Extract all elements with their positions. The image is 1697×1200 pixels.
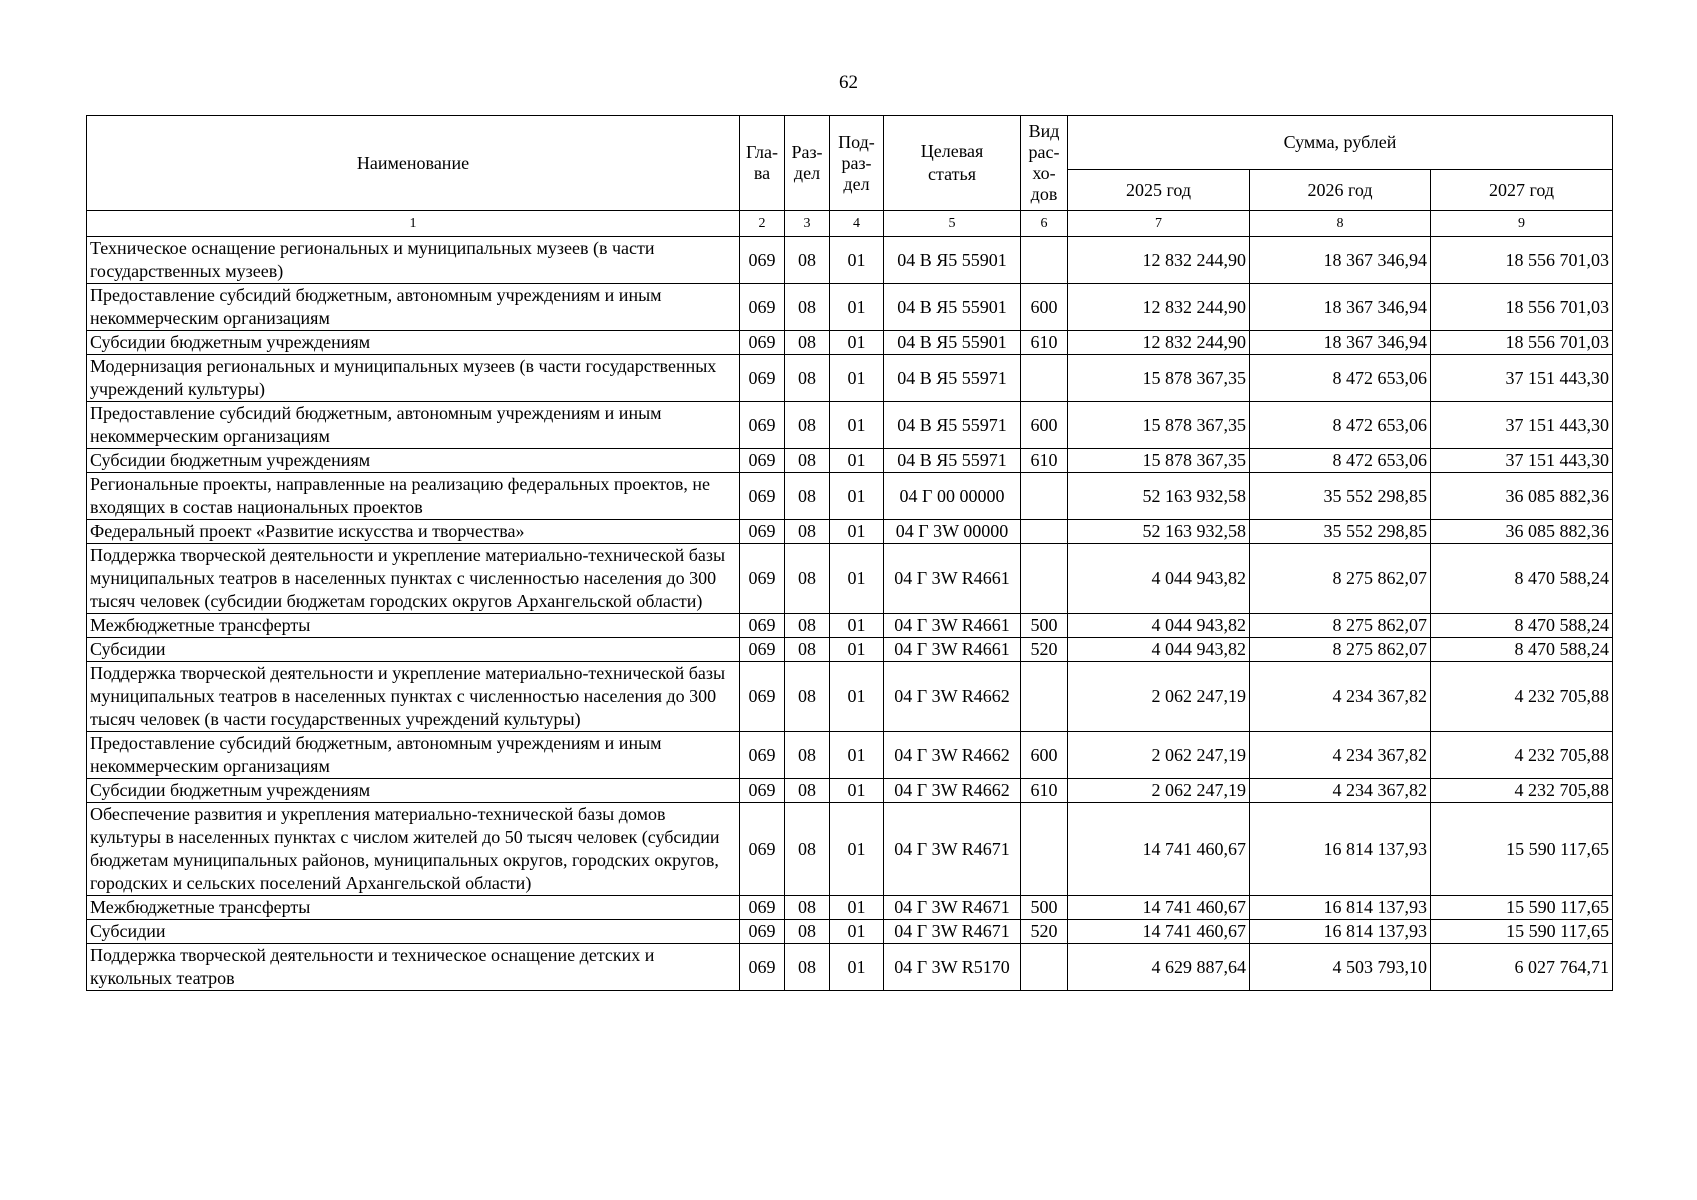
row-podrazdel: 01 <box>830 449 884 473</box>
row-name: Межбюджетные трансферты <box>87 614 740 638</box>
row-sum-2027: 37 151 443,30 <box>1431 449 1613 473</box>
row-sum-2027: 18 556 701,03 <box>1431 284 1613 331</box>
row-sum-2027: 4 232 705,88 <box>1431 662 1613 732</box>
row-name: Субсидии бюджетным учреждениям <box>87 449 740 473</box>
table-row <box>87 803 1613 896</box>
row-podrazdel: 01 <box>830 331 884 355</box>
row-glava: 069 <box>740 779 785 803</box>
row-name: Субсидии бюджетным учреждениям <box>87 331 740 355</box>
row-target-article: 04 Г 3W R4671 <box>884 896 1021 920</box>
row-sum-2025: 14 741 460,67 <box>1068 920 1250 944</box>
row-expense-type: 520 <box>1021 920 1068 944</box>
row-sum-2027: 8 470 588,24 <box>1431 544 1613 614</box>
row-sum-2025: 4 044 943,82 <box>1068 544 1250 614</box>
row-sum-2026: 8 275 862,07 <box>1250 614 1431 638</box>
row-sum-2025: 14 741 460,67 <box>1068 803 1250 896</box>
row-glava: 069 <box>740 638 785 662</box>
row-razdel: 08 <box>785 896 830 920</box>
row-razdel: 08 <box>785 732 830 779</box>
row-target-article: 04 В Я5 55901 <box>884 237 1021 284</box>
row-target-article: 04 Г 3W R4661 <box>884 544 1021 614</box>
table-row <box>87 355 1613 402</box>
row-sum-2026: 18 367 346,94 <box>1250 237 1431 284</box>
row-glava: 069 <box>740 355 785 402</box>
row-podrazdel: 01 <box>830 473 884 520</box>
row-name: Региональные проекты, направленные на реализацию федеральных проектов, не входящих в состав национальных проектов <box>87 473 740 520</box>
row-glava: 069 <box>740 331 785 355</box>
row-razdel: 08 <box>785 473 830 520</box>
row-name: Предоставление субсидий бюджетным, автономным учреждениям и иным некоммерческим организациям <box>87 284 740 331</box>
row-glava: 069 <box>740 449 785 473</box>
table-row <box>87 614 1613 638</box>
table-row <box>87 331 1613 355</box>
row-expense-type <box>1021 473 1068 520</box>
row-sum-2026: 18 367 346,94 <box>1250 284 1431 331</box>
row-sum-2027: 37 151 443,30 <box>1431 355 1613 402</box>
row-sum-2026: 4 503 793,10 <box>1250 944 1431 991</box>
row-sum-2026: 8 472 653,06 <box>1250 449 1431 473</box>
row-name: Техническое оснащение региональных и муниципальных музеев (в части государственных музеев) <box>87 237 740 284</box>
column-number: 9 <box>1431 211 1613 237</box>
row-razdel: 08 <box>785 779 830 803</box>
row-sum-2025: 2 062 247,19 <box>1068 662 1250 732</box>
row-sum-2025: 2 062 247,19 <box>1068 732 1250 779</box>
row-name: Федеральный проект «Развитие искусства и творчества» <box>87 520 740 544</box>
column-number: 4 <box>830 211 884 237</box>
table-row <box>87 779 1613 803</box>
row-sum-2027: 8 470 588,24 <box>1431 614 1613 638</box>
row-sum-2026: 4 234 367,82 <box>1250 779 1431 803</box>
table-row <box>87 402 1613 449</box>
row-razdel: 08 <box>785 331 830 355</box>
column-number: 7 <box>1068 211 1250 237</box>
budget-table <box>86 115 1613 991</box>
header-podrazdel: Под- раз- дел <box>830 116 884 211</box>
table-row <box>87 520 1613 544</box>
row-sum-2026: 4 234 367,82 <box>1250 662 1431 732</box>
row-target-article: 04 Г 3W R4662 <box>884 779 1021 803</box>
header-year-2025: 2025 год <box>1068 170 1250 211</box>
row-expense-type <box>1021 544 1068 614</box>
row-sum-2025: 4 629 887,64 <box>1068 944 1250 991</box>
row-sum-2026: 35 552 298,85 <box>1250 520 1431 544</box>
row-podrazdel: 01 <box>830 732 884 779</box>
row-name: Поддержка творческой деятельности и техническое оснащение детских и кукольных театров <box>87 944 740 991</box>
row-glava: 069 <box>740 662 785 732</box>
row-podrazdel: 01 <box>830 284 884 331</box>
row-sum-2027: 36 085 882,36 <box>1431 473 1613 520</box>
row-sum-2026: 8 472 653,06 <box>1250 402 1431 449</box>
row-expense-type: 600 <box>1021 732 1068 779</box>
row-sum-2027: 4 232 705,88 <box>1431 732 1613 779</box>
row-glava: 069 <box>740 732 785 779</box>
row-sum-2027: 37 151 443,30 <box>1431 402 1613 449</box>
row-sum-2027: 15 590 117,65 <box>1431 920 1613 944</box>
row-sum-2025: 52 163 932,58 <box>1068 520 1250 544</box>
row-podrazdel: 01 <box>830 520 884 544</box>
row-podrazdel: 01 <box>830 944 884 991</box>
row-glava: 069 <box>740 520 785 544</box>
column-number: 2 <box>740 211 785 237</box>
row-name: Поддержка творческой деятельности и укрепление материально-технической базы муниципальных театров в населенных пунктах с численностью населения до 300 тысяч человек (в части государственных учреждений культуры) <box>87 662 740 732</box>
column-number: 5 <box>884 211 1021 237</box>
row-name: Предоставление субсидий бюджетным, автономным учреждениям и иным некоммерческим организациям <box>87 402 740 449</box>
row-target-article: 04 Г 3W R4662 <box>884 662 1021 732</box>
row-glava: 069 <box>740 944 785 991</box>
row-sum-2026: 16 814 137,93 <box>1250 803 1431 896</box>
row-target-article: 04 Г 3W R5170 <box>884 944 1021 991</box>
header-razdel: Раз- дел <box>785 116 830 211</box>
row-razdel: 08 <box>785 402 830 449</box>
row-sum-2025: 2 062 247,19 <box>1068 779 1250 803</box>
column-number: 3 <box>785 211 830 237</box>
row-podrazdel: 01 <box>830 803 884 896</box>
table-row <box>87 237 1613 284</box>
row-sum-2026: 4 234 367,82 <box>1250 732 1431 779</box>
row-razdel: 08 <box>785 449 830 473</box>
row-sum-2026: 8 275 862,07 <box>1250 544 1431 614</box>
header-glava: Гла- ва <box>740 116 785 211</box>
row-podrazdel: 01 <box>830 402 884 449</box>
row-glava: 069 <box>740 614 785 638</box>
row-target-article: 04 В Я5 55971 <box>884 355 1021 402</box>
header-vid: Вид рас- хо- дов <box>1021 116 1068 211</box>
column-number: 1 <box>87 211 740 237</box>
row-expense-type: 520 <box>1021 638 1068 662</box>
row-sum-2026: 18 367 346,94 <box>1250 331 1431 355</box>
row-sum-2025: 4 044 943,82 <box>1068 638 1250 662</box>
row-razdel: 08 <box>785 237 830 284</box>
row-razdel: 08 <box>785 944 830 991</box>
row-sum-2026: 8 275 862,07 <box>1250 638 1431 662</box>
column-number: 6 <box>1021 211 1068 237</box>
header-sum: Сумма, рублей <box>1068 116 1613 170</box>
row-sum-2025: 15 878 367,35 <box>1068 355 1250 402</box>
row-target-article: 04 В Я5 55901 <box>884 331 1021 355</box>
row-expense-type: 600 <box>1021 284 1068 331</box>
table-row <box>87 473 1613 520</box>
row-expense-type: 600 <box>1021 402 1068 449</box>
row-sum-2027: 15 590 117,65 <box>1431 803 1613 896</box>
row-glava: 069 <box>740 473 785 520</box>
table-row <box>87 944 1613 991</box>
row-target-article: 04 Г 3W R4671 <box>884 920 1021 944</box>
row-sum-2025: 14 741 460,67 <box>1068 896 1250 920</box>
row-expense-type: 610 <box>1021 449 1068 473</box>
header-target: Целевая статья <box>884 116 1021 211</box>
row-sum-2026: 16 814 137,93 <box>1250 920 1431 944</box>
row-razdel: 08 <box>785 284 830 331</box>
row-sum-2027: 6 027 764,71 <box>1431 944 1613 991</box>
row-sum-2025: 12 832 244,90 <box>1068 284 1250 331</box>
row-sum-2027: 4 232 705,88 <box>1431 779 1613 803</box>
row-podrazdel: 01 <box>830 638 884 662</box>
row-target-article: 04 Г 3W R4661 <box>884 614 1021 638</box>
row-sum-2025: 52 163 932,58 <box>1068 473 1250 520</box>
row-sum-2026: 16 814 137,93 <box>1250 896 1431 920</box>
row-podrazdel: 01 <box>830 355 884 402</box>
row-sum-2025: 4 044 943,82 <box>1068 614 1250 638</box>
row-sum-2027: 36 085 882,36 <box>1431 520 1613 544</box>
header-name: Наименование <box>87 116 740 211</box>
table-row <box>87 896 1613 920</box>
row-expense-type <box>1021 355 1068 402</box>
row-expense-type: 610 <box>1021 331 1068 355</box>
header-year-2027: 2027 год <box>1431 170 1613 211</box>
row-glava: 069 <box>740 402 785 449</box>
row-expense-type <box>1021 520 1068 544</box>
row-expense-type: 500 <box>1021 614 1068 638</box>
row-expense-type: 610 <box>1021 779 1068 803</box>
row-target-article: 04 В Я5 55901 <box>884 284 1021 331</box>
row-target-article: 04 Г 3W R4662 <box>884 732 1021 779</box>
table-row <box>87 662 1613 732</box>
row-expense-type <box>1021 237 1068 284</box>
row-name: Обеспечение развития и укрепления материально-технической базы домов культуры в населенных пунктах с числом жителей до 50 тысяч человек (субсидии бюджетам муниципальных районов, муниципальных округов, городских округов, городских и сельских поселений Архангельской области) <box>87 803 740 896</box>
row-name: Модернизация региональных и муниципальных музеев (в части государственных учреждений культуры) <box>87 355 740 402</box>
row-razdel: 08 <box>785 544 830 614</box>
table-row <box>87 638 1613 662</box>
row-target-article: 04 Г 3W R4661 <box>884 638 1021 662</box>
row-sum-2026: 8 472 653,06 <box>1250 355 1431 402</box>
row-target-article: 04 В Я5 55971 <box>884 449 1021 473</box>
row-podrazdel: 01 <box>830 614 884 638</box>
row-sum-2025: 15 878 367,35 <box>1068 402 1250 449</box>
row-razdel: 08 <box>785 520 830 544</box>
row-podrazdel: 01 <box>830 920 884 944</box>
row-name: Субсидии бюджетным учреждениям <box>87 779 740 803</box>
row-podrazdel: 01 <box>830 544 884 614</box>
row-podrazdel: 01 <box>830 779 884 803</box>
table-row <box>87 284 1613 331</box>
row-razdel: 08 <box>785 355 830 402</box>
row-glava: 069 <box>740 284 785 331</box>
row-target-article: 04 Г 3W 00000 <box>884 520 1021 544</box>
header-year-2026: 2026 год <box>1250 170 1431 211</box>
table-row <box>87 544 1613 614</box>
row-razdel: 08 <box>785 803 830 896</box>
row-sum-2026: 35 552 298,85 <box>1250 473 1431 520</box>
column-number: 8 <box>1250 211 1431 237</box>
row-expense-type <box>1021 944 1068 991</box>
row-podrazdel: 01 <box>830 896 884 920</box>
row-target-article: 04 В Я5 55971 <box>884 402 1021 449</box>
table-row <box>87 732 1613 779</box>
row-razdel: 08 <box>785 638 830 662</box>
row-target-article: 04 Г 00 00000 <box>884 473 1021 520</box>
column-number-row <box>87 211 1613 237</box>
row-razdel: 08 <box>785 920 830 944</box>
row-razdel: 08 <box>785 662 830 732</box>
row-sum-2025: 15 878 367,35 <box>1068 449 1250 473</box>
row-expense-type <box>1021 803 1068 896</box>
table-row <box>87 920 1613 944</box>
row-name: Поддержка творческой деятельности и укрепление материально-технической базы муниципальных театров в населенных пунктах с численностью населения до 300 тысяч человек (субсидии бюджетам городских округов Архангельской области) <box>87 544 740 614</box>
row-glava: 069 <box>740 896 785 920</box>
row-podrazdel: 01 <box>830 237 884 284</box>
page-number: 62 <box>839 72 858 93</box>
row-sum-2027: 18 556 701,03 <box>1431 331 1613 355</box>
row-sum-2025: 12 832 244,90 <box>1068 331 1250 355</box>
row-expense-type <box>1021 662 1068 732</box>
row-sum-2027: 18 556 701,03 <box>1431 237 1613 284</box>
row-name: Субсидии <box>87 920 740 944</box>
row-sum-2025: 12 832 244,90 <box>1068 237 1250 284</box>
row-name: Субсидии <box>87 638 740 662</box>
row-glava: 069 <box>740 237 785 284</box>
row-glava: 069 <box>740 544 785 614</box>
row-podrazdel: 01 <box>830 662 884 732</box>
row-sum-2027: 8 470 588,24 <box>1431 638 1613 662</box>
row-glava: 069 <box>740 920 785 944</box>
row-target-article: 04 Г 3W R4671 <box>884 803 1021 896</box>
table-row <box>87 449 1613 473</box>
row-glava: 069 <box>740 803 785 896</box>
row-name: Предоставление субсидий бюджетным, автономным учреждениям и иным некоммерческим организациям <box>87 732 740 779</box>
row-expense-type: 500 <box>1021 896 1068 920</box>
row-razdel: 08 <box>785 614 830 638</box>
row-name: Межбюджетные трансферты <box>87 896 740 920</box>
row-sum-2027: 15 590 117,65 <box>1431 896 1613 920</box>
